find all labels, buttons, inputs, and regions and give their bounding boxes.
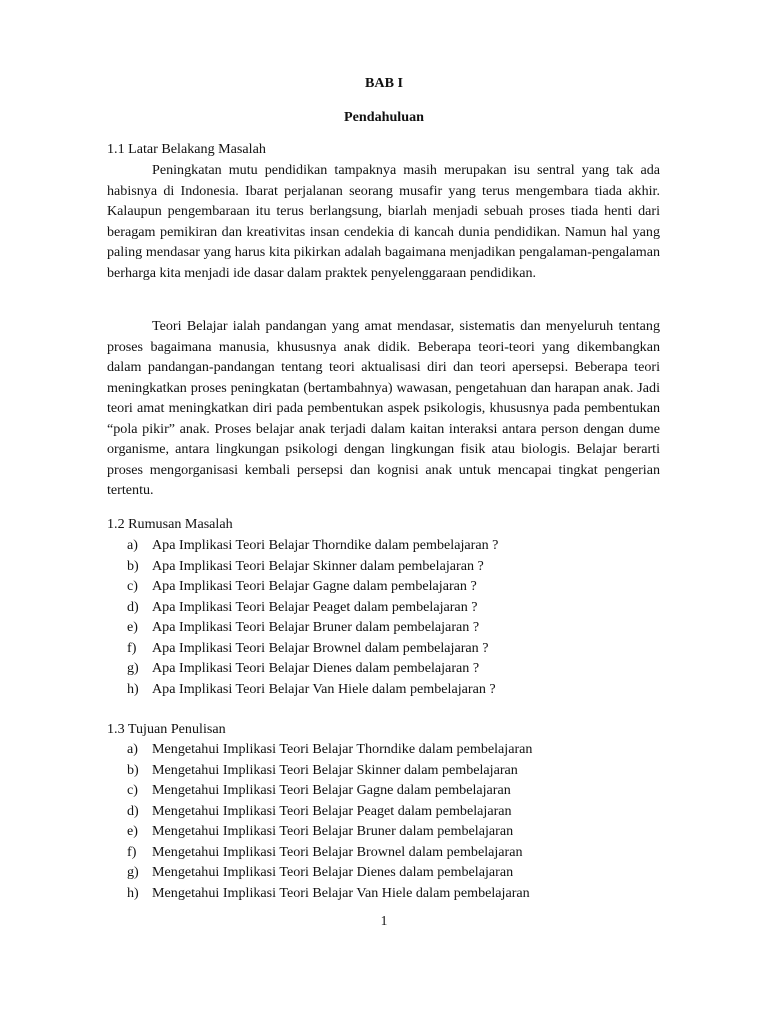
list-item-text: Apa Implikasi Teori Belajar Bruner dalam pembelajaran ? [152, 619, 480, 635]
list-item-text: Mengetahui Implikasi Teori Belajar Gagne dalam pembelajaran [152, 782, 511, 798]
list-item-text: Mengetahui Implikasi Teori Belajar Thorndike dalam pembelajaran [152, 741, 533, 757]
paragraph-latar-belakang-1: Peningkatan mutu pendidikan tampaknya masih merupakan isu sentral yang tak ada habisnya di Indonesia. Ibarat perjalanan seorang musafir yang terus mengembara tiada akhir. Kalaupun pengembaraan itu terus berlangsung, biarlah menjadi sebuah proses tiada henti dari beragam pemikiran dan kreativitas insan cendekia di kancah dunia pendidikan. Namun hal yang paling mendasar yang harus kita pikirkan adalah bagaimana menjadikan pengalaman-pengalaman berharga kita menjadi ide dasar dalam praktek penyelenggaraan pendidikan. [107, 162, 660, 281]
list-marker: f) [127, 843, 137, 860]
list-item [107, 597, 660, 618]
list-marker: b) [127, 557, 139, 574]
list-marker: g) [127, 660, 139, 676]
list-item-text: Mengetahui Implikasi Teori Belajar Bruner dalam pembelajaran [152, 823, 514, 839]
section-heading-rumusan-masalah: 1.2 Rumusan Masalah [107, 516, 233, 532]
list-marker: a) [127, 741, 138, 757]
list-item-text: Apa Implikasi Teori Belajar Brownel dalam pembelajaran ? [152, 639, 489, 656]
list-item [107, 862, 660, 883]
section-heading-latar-belakang: 1.1 Latar Belakang Masalah [107, 141, 266, 157]
list-item [107, 535, 660, 556]
paragraph-latar-belakang-2: Teori Belajar ialah pandangan yang amat mendasar, sistematis dan menyeluruh tentang proses bagaimana manusia, khususnya anak didik. Beberapa teori-teori yang dikembangkan dalam pandangan-pandangan tentang teori aktualisasi diri dan teori apersepsi. Beberapa teori meningkatkan proses peningkatan (bertambahnya) wawasan, pengetahuan dan harapan anak. Jadi teori amat meningkatkan diri pada pembentukan aspek psikologis, khususnya pada pembentukan “pola pikir” anak. Proses belajar anak terjadi dalam kaitan interaksi antara person dengan dume organisme, antara lingkungan psikologi dengan lingkungan fisik atau biologis. Belajar berarti proses mengorganisasi kembali persepsi dan kognisi anak untuk mencapai tingkat pengerian tertentu. [107, 318, 660, 498]
list-item-text: Apa Implikasi Teori Belajar Van Hiele dalam pembelajaran ? [152, 680, 496, 697]
list-marker: g) [127, 864, 139, 880]
chapter-title: BAB I [365, 75, 403, 91]
list-item [107, 739, 660, 760]
list-item [107, 638, 660, 659]
list-item [107, 780, 660, 801]
list-item [107, 883, 660, 904]
list-marker: e) [127, 823, 138, 839]
list-item-text: Mengetahui Implikasi Teori Belajar Van Hiele dalam pembelajaran [152, 884, 530, 901]
list-item [107, 801, 660, 822]
list-item-text: Mengetahui Implikasi Teori Belajar Skinner dalam pembelajaran [152, 761, 518, 778]
section-heading-tujuan-penulisan: 1.3 Tujuan Penulisan [107, 721, 226, 737]
list-item [107, 576, 660, 597]
chapter-subtitle: Pendahuluan [344, 109, 424, 125]
list-marker: c) [127, 782, 138, 798]
list-item [107, 760, 660, 781]
list-item [107, 679, 660, 700]
list-item-text: Apa Implikasi Teori Belajar Thorndike dalam pembelajaran ? [152, 537, 499, 553]
list-item-text: Apa Implikasi Teori Belajar Peaget dalam pembelajaran ? [152, 598, 478, 615]
list-marker: a) [127, 537, 138, 553]
list-item [107, 821, 660, 842]
list-item-text: Mengetahui Implikasi Teori Belajar Peaget dalam pembelajaran [152, 802, 512, 819]
list-marker: f) [127, 639, 137, 656]
list-item-text: Apa Implikasi Teori Belajar Gagne dalam pembelajaran ? [152, 578, 477, 594]
list-marker: b) [127, 761, 139, 778]
tujuan-penulisan-list [107, 739, 660, 903]
list-marker: e) [127, 619, 138, 635]
list-item-text: Apa Implikasi Teori Belajar Skinner dalam pembelajaran ? [152, 557, 484, 574]
list-marker: d) [127, 598, 139, 615]
list-item [107, 617, 660, 638]
list-item-text: Apa Implikasi Teori Belajar Dienes dalam pembelajaran ? [152, 660, 480, 676]
page-number: 1 [380, 913, 388, 928]
list-item [107, 842, 660, 863]
list-item-text: Mengetahui Implikasi Teori Belajar Brownel dalam pembelajaran [152, 843, 523, 860]
list-item-text: Mengetahui Implikasi Teori Belajar Dienes dalam pembelajaran [152, 864, 514, 880]
list-marker: h) [127, 884, 139, 901]
list-marker: c) [127, 578, 138, 594]
rumusan-masalah-list [107, 535, 660, 699]
list-item [107, 658, 660, 679]
list-item [107, 556, 660, 577]
list-marker: d) [127, 802, 139, 819]
list-marker: h) [127, 680, 139, 697]
